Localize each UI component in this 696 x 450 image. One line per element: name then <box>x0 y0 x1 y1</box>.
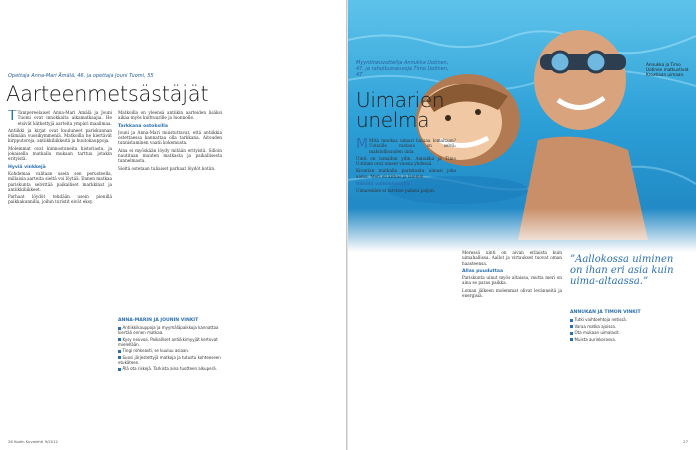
right-page <box>348 0 696 450</box>
right-column-2 <box>462 250 562 430</box>
right-caption: Myyntineuvottelija Annukka Uotinen, 47, ja rahoitusneuvoja Timo Uotinen, 47 <box>356 60 449 78</box>
right-col1-p2: Kroatian matkalla pariskunta uimasi joka aamu. Meri oli kirkas ja lämmin. <box>356 168 456 179</box>
bullet-icon <box>570 319 573 322</box>
right-title-line-2: unelma <box>356 108 430 132</box>
tip-item: Tingi rohkeasti, se kuuluu asiaan. <box>118 348 222 353</box>
right-footer: 27 <box>683 439 688 444</box>
right-col2-p3: Loman jälkeen molemmat olivat levänneitä ja energisiä. <box>462 287 562 299</box>
left-page <box>0 0 346 450</box>
left-caption: Opettaja Anna-Mari Ämälä, 46, ja opettaja Jouni Tuomi, 55 <box>8 73 154 79</box>
right-intro: Mitä innokas uimari haluaa lomaltaan? Uotisille vastaus on selvä: mahdollisuuden uida. <box>369 138 456 154</box>
right-title <box>356 90 444 130</box>
left-subhead-1: Hyviä vinkkejä <box>8 164 46 170</box>
left-col1-p1: Antiikki ja kirjat ovat kuuluneet pariskunnan elämään vuosikymmeniä. Matkoilla he kiertävät kirpputoreja, antiikkiliikkeitä ja huutokauppoja. <box>8 127 112 144</box>
right-tips-head: ANNUKAN JA TIMON VINKIT <box>570 310 641 315</box>
left-col1-p3: Kohdemaa valitaan usein sen perusteella, millaisia aarteita sieltä voi löytää. Ennen matkaa pariskunta selvittää paikalliset markkinat ja antiikkiliikkeet. <box>8 170 112 192</box>
right-subhead-1: Vähillä valmisteluilla <box>356 182 410 188</box>
left-col1-p4: Parhaat löydöt tehdään usein pienillä paikkakunnilla, joihin turistit eivät eksy. <box>8 194 112 205</box>
left-subhead-2: Tarkkana ostoksilla <box>118 123 168 129</box>
left-col2-p1: Matkoilla on yleensä antiikin aarteiden lisäksi aikaa myös kulttuurille ja luonnolle. <box>118 110 222 121</box>
left-tips-box <box>118 318 222 373</box>
tip-item: Älä ota riskejä. Tarkista aina tuotteen alkuperä. <box>118 366 222 371</box>
left-footer: 26 Kodin Kuvalehti 9/2012 <box>8 439 58 444</box>
dropcap: T <box>8 110 17 124</box>
right-tips-box <box>570 310 688 343</box>
left-col2-p2: Jouni ja Anna-Mari muistuttavat, että antiikkia ostettaessa kannattaa olla tarkkana. Aitouden tunnistaminen vaatii kokemusta. <box>118 129 222 146</box>
pull-quote: ”Aallokossa uiminen on ihan eri asia kuin uima-altaassa.” <box>570 254 674 287</box>
left-tips-head: ANNA-MARIN JA JOUNIN VINKIT <box>118 318 199 323</box>
right-column-1 <box>356 138 456 430</box>
bullet-icon <box>118 368 121 371</box>
left-title: Aarteenmetsästäjät <box>6 82 209 106</box>
tip-item: Ota mukaan uimalasit. <box>570 330 688 335</box>
right-col2-p2: Pariskunta uinut myös altaissa, mutta meri on aina se paras paikka. <box>462 275 562 286</box>
tip-item: Antiikkikauppoja ja myymäläpaikkoja kannattaa kiertää ennen matkaa. <box>118 325 219 335</box>
left-col2-p3: Aina ei myöskään löydy mitään erityistä. Silloin nautitaan muuten matkasta ja paikallisesta tunnelmasta. <box>118 147 222 164</box>
right-title-line-1: Uimarien <box>356 88 445 112</box>
right-subhead-2: Allas puuduttaa <box>462 268 504 274</box>
tip-item: Suosi järjestettyjä matkoja ja tutustu kohteeseen etukäteen. <box>118 354 221 365</box>
right-col1-p3: Uimareiden ei tarvitse pakata paljon. <box>356 188 436 194</box>
right-col2-p1: Meressä uinti on aivan erilaista kuin uimahallissa. Aallot ja virtaukset tuovat oman haasteensa. <box>462 250 562 266</box>
bullet-icon <box>570 325 573 328</box>
dropcap: M <box>356 138 369 152</box>
bullet-icon <box>570 332 573 335</box>
right-col1-p1: Uinti on lomailun ydin. Annukka ja Timo Uotinen ovat uineet vuosia yhdessä. <box>356 155 456 167</box>
left-col1-p2: Molemmat ovat kiinnostuneita historiasta, ja jokaisella matkalla mukaan tarttuu jotakin erityistä. <box>8 145 112 162</box>
bullet-icon <box>570 338 573 341</box>
tip-item: Muista aurinkorasva. <box>570 337 688 342</box>
left-column-1 <box>8 110 112 428</box>
photo-caption: Annukka ja Timo Uotinen matkustivat Kroatiaan uimaan. <box>646 62 689 77</box>
tip-item: Varaa matka ajoissa. <box>570 324 688 329</box>
left-column-2 <box>118 110 222 430</box>
left-intro: Tampereelaiset Anna-Mari Ämälä ja Jouni Tuomi ovat innokkaita aikamatkaajia. He etsivät kätkettyjä aarteita ympäri maailmaa. <box>17 110 112 126</box>
tip-item: Kysy neuvoa. Paikalliset antiikkimyyjät kertovat mielellään. <box>118 336 218 347</box>
left-col2-p4: Sieltä ostetaan tuliaiset parhaat löydöt kotiin. <box>118 165 216 171</box>
bullet-icon <box>118 350 121 353</box>
tip-item: Tutki vaihtoehtoja netissä. <box>570 317 688 322</box>
